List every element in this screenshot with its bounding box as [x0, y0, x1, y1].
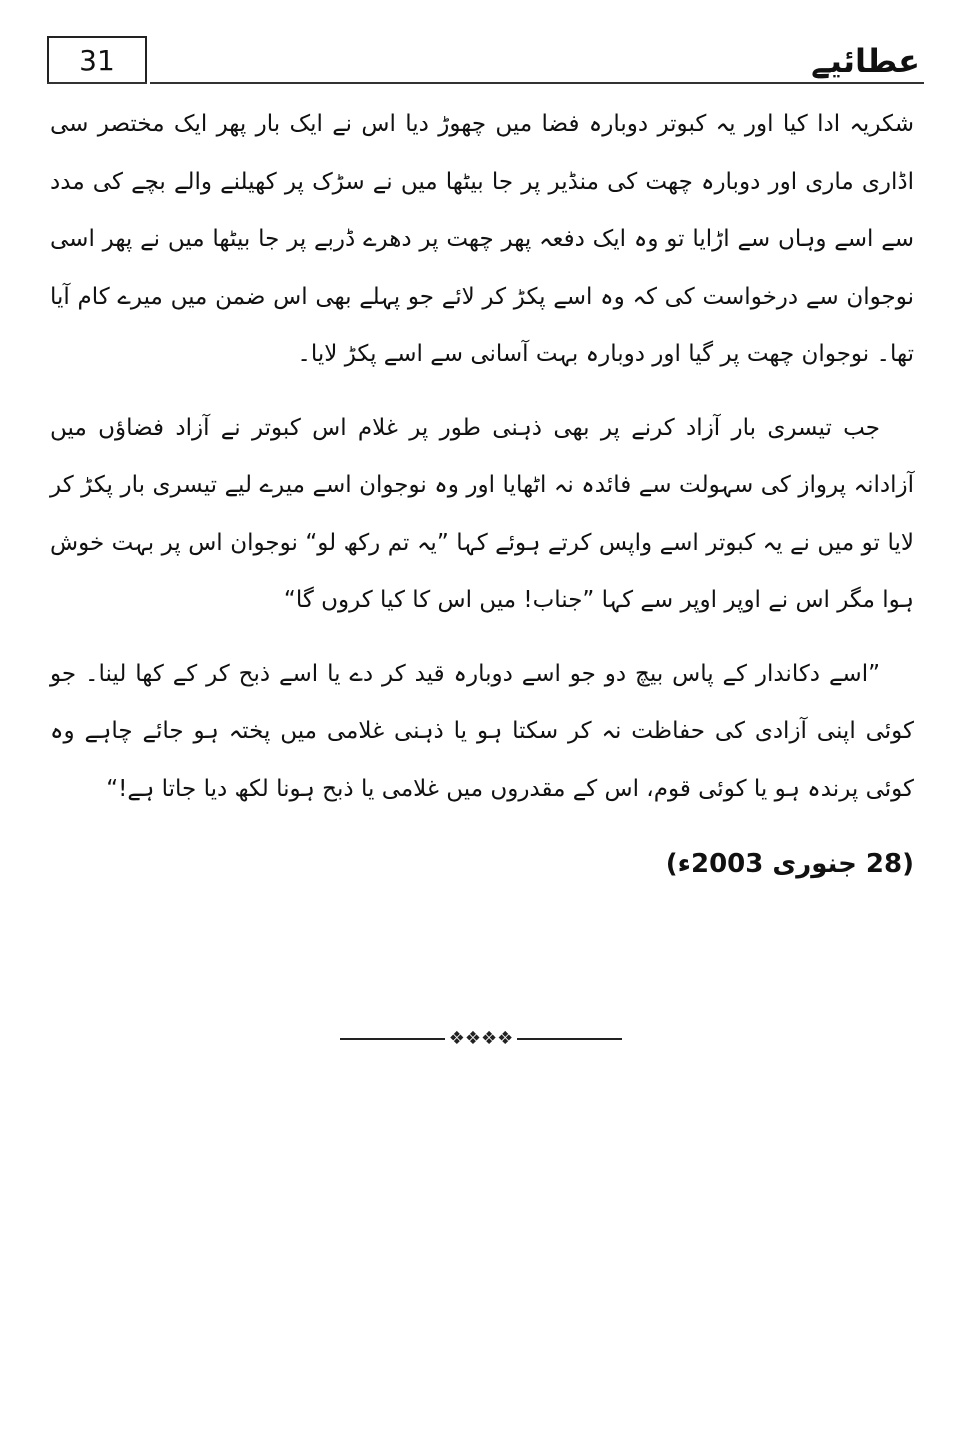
- paragraph-2: جب تیسری بار آزاد کرنے پر بھی ذہنی طور پر غلام اس کبوتر نے آزاد فضاؤں میں آزادانہ پرواز کی سہولت سے فائدہ نہ اٹھایا اور وہ نوجوان اسے میرے لیے تیسری بار پکڑ کر لایا تو میں نے یہ کبوتر اسے واپس کرتے ہوئے کہا ”یہ تم رکھ لو“ نوجوان اس پر بہت خوش ہوا مگر اس نے اوپر اوپر سے کہا ”جناب! میں اس کا کیا کروں گا“: [50, 414, 914, 613]
- ornament-rule-left: [340, 1038, 445, 1040]
- header-rule-left: [47, 82, 147, 84]
- ornament-diamonds: ❖❖❖❖: [448, 1028, 514, 1049]
- header-rule: [150, 82, 924, 84]
- paragraph-3: ”اسے دکاندار کے پاس بیچ دو جو اسے دوبارہ قید کر دے یا اسے ذبح کر کے کھا لینا۔ جو کوئی اپنی آزادی کی حفاظت نہ کر سکتا ہو یا ذہنی غلامی میں پختہ ہو جائے چاہے وہ کوئی پرندہ ہو یا کوئی قوم، اس کے مقدروں میں غلامی یا ذبح ہونا لکھ دیا جاتا ہے!“: [50, 660, 914, 802]
- paragraph-1: شکریہ ادا کیا اور یہ کبوتر دوبارہ فضا میں چھوڑ دیا اس نے ایک بار پھر ایک مختصر سی اڈاری ماری اور دوبارہ چھت کی منڈیر پر جا بیٹھا میں نے سڑک پر کھیلنے والے بچے کی مدد سے اسے وہاں سے اڑایا تو وہ ایک دفعہ پھر چھت پر دھرے ڈربے پر جا بیٹھا میں نے پھر اسی نوجوان سے درخواست کی کہ وہ اسے پکڑ کر لائے جو پہلے بھی اس ضمن میں میرے کام آیا تھا۔ نوجوان چھت پر گیا اور دوبارہ بہت آسانی سے اسے پکڑ لایا۔: [50, 111, 914, 367]
- ornament-divider: [340, 1024, 622, 1054]
- running-title: عطائیے: [811, 42, 920, 80]
- body-text: [50, 96, 914, 894]
- ornament-rule-right: [517, 1038, 622, 1040]
- date-line: (28 جنوری 2003ء): [665, 849, 914, 879]
- page-number: 31: [79, 43, 115, 77]
- page-number-box: [47, 36, 147, 84]
